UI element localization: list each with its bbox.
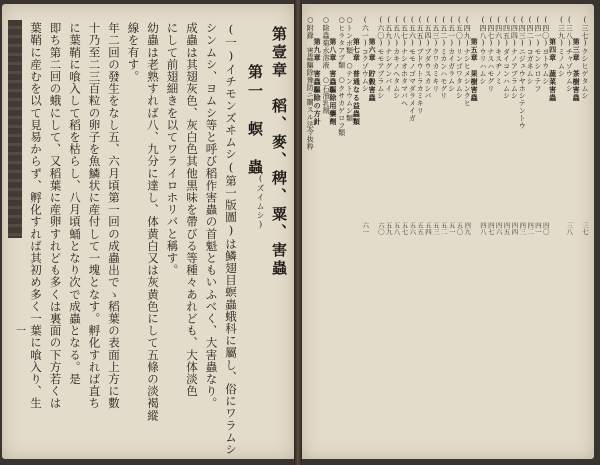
section-ruby: (ズイムシ) [256, 174, 265, 230]
toc-entry [440, 16, 447, 226]
toc-entry [393, 16, 400, 226]
toc-entry-label: (六一)コクゾウムシ [361, 16, 370, 92]
body-line: に葉鞘に喰入して稻を枯らし、八月頃蛹となり次で成蟲となる。是 [68, 22, 82, 385]
toc-page-number: 五五 [416, 222, 425, 235]
toc-chapter-heading [573, 38, 580, 248]
toc-entry-label: 第七章 普通なる益蟲類 [352, 38, 362, 126]
toc-entry [306, 16, 313, 226]
toc-page-number: 三八 [565, 222, 574, 235]
toc-entry-label: 第六章 貯穀害蟲 [368, 38, 378, 102]
toc-entry [526, 16, 533, 226]
toc-entry [400, 16, 407, 226]
toc-page-number: 四八 [478, 222, 487, 235]
toc-chapter-heading [550, 38, 557, 248]
chapter-title: 第壹章 稻、麥、稗、粟、害蟲 [270, 26, 288, 278]
toc-entry [479, 16, 486, 226]
toc-entry [448, 16, 455, 226]
toc-page-number: 五九 [384, 222, 393, 235]
toc-chapter-heading [369, 38, 376, 248]
toc-entry-label: (四一)モンシロテフ [533, 16, 542, 92]
toc-entry-label: (四六)キスヂノミ [494, 16, 503, 85]
toc-entry-label: (五四)ブダウスカシバ [424, 16, 432, 100]
body-line: 年二回の發生をなし五、六月頃第一回の成蟲出でゝ稻葉の表面上方に數 [107, 22, 121, 410]
toc-entry-label: (五二)ミカンハモグリ [439, 16, 448, 100]
toc-page-number: 四九 [463, 222, 472, 235]
book-gutter [294, 0, 302, 465]
toc-entry [518, 16, 525, 226]
toc-entry-label: ○附錄 害蟲驅除豫防ニ關スル法令抜粋 [306, 16, 315, 151]
toc-entry [424, 16, 431, 226]
toc-entry-label: 第四章 蔬菜害蟲 [548, 38, 558, 102]
toc-page-number: 四〇 [541, 222, 550, 235]
toc-entry [565, 16, 572, 226]
toc-page-number: 四二 [526, 222, 535, 235]
toc-page-number: 四六 [494, 222, 503, 235]
section-title: 第一 螟 蟲 [246, 64, 264, 178]
body-line: 成蟲は其翅灰色、灰白色其他黒味を帶びる等種々あれども、大体淡色 [185, 22, 199, 398]
body-line: 即ち第二回の蛾にして、又稻葉に産卵すれども多くは裏面の下方若くは [48, 22, 63, 410]
toc-entry-label: (四八)ウリハムシ [478, 16, 487, 85]
right-page [302, 4, 594, 459]
toc-chapter-heading [330, 38, 337, 248]
toc-entry-label: 第八章 害蟲驅除用藥劑 [328, 38, 338, 126]
toc-entry-label: 第九章 害蟲驅除の方針 [313, 38, 323, 126]
toc-entry-label: (五六)モモノゴマダラメイガ [408, 16, 417, 122]
toc-chapter-heading [471, 38, 478, 248]
toc-entry-label: ○トンボ類 ○テントウムシ類 [345, 16, 354, 122]
toc-entry-label: (五七)ナシオホタマバヘ [400, 16, 409, 107]
toc-entry-label: (五八)カキノヘタムシ [392, 16, 401, 100]
toc-entry [581, 16, 588, 226]
toc-page-number: 四七 [486, 222, 495, 235]
toc-entry-label: (五三)クワカミキリ [431, 16, 440, 92]
toc-page-number: 五二 [439, 222, 448, 235]
toc-entry-label: 第五章 果樹害蟲 [470, 38, 480, 102]
toc-entry-label: (五〇)リンゴワタムシ [455, 16, 464, 100]
toc-entry-label: (四七)ナスハモグリ [486, 16, 495, 92]
page-folio: 一 [16, 326, 26, 337]
toc-entry [361, 16, 368, 226]
body-line: (一)イチモンズヰムシ(第一版圖)は鱗翅目螟蟲蛾科に屬し、俗にワラムシ [224, 22, 238, 456]
toc-entry-label: (五五)ブドウトラカミキリ [416, 16, 425, 115]
toc-entry-label: ○ヒラタアブ類 ○クサカゲロフ類 [337, 16, 346, 137]
toc-entry-label: (六〇)モモアブラムシ [376, 16, 385, 100]
toc-page-number: 五八 [392, 222, 401, 235]
toc-page-number: 五四 [424, 222, 432, 235]
toc-page-number: 五一 [447, 222, 456, 235]
toc-page-number: 五七 [400, 222, 409, 235]
toc-entry [385, 16, 392, 226]
toc-entry [542, 16, 549, 226]
toc-entry-label: (三七)クシヒゲタムシ [581, 16, 589, 100]
body-line: 幼蟲は老熟すれば八、九分に達し、体黄白又は灰黄色にして五條の淡褐縱 [146, 22, 160, 422]
toc-page-number: 四四 [510, 222, 519, 235]
toc-entry-label: (四二)コガネムシ [526, 16, 535, 85]
body-line: にして前翅細きを以てワライロホリバと稱す。 [165, 22, 180, 277]
toc-page-number: 四五 [502, 222, 511, 235]
toc-entry-label: (四四)ナノアブラムシ [510, 16, 519, 100]
toc-page-number: 六〇 [376, 222, 385, 235]
toc-entry-label: (四五)ダイコンハムシ [502, 16, 511, 100]
toc-page-number: 六一 [361, 222, 370, 235]
toc-entry [346, 16, 353, 226]
toc-entry [416, 16, 423, 226]
toc-entry-label: (四〇)ヨトウムシ [541, 16, 550, 85]
toc-entry [503, 16, 510, 226]
toc-entry [557, 16, 564, 226]
body-line: 十乃至二三百粒の卵子を魚鱗状に産付して一塊となす。孵化すれば直ち [87, 22, 102, 410]
toc-page-number: 五〇 [455, 222, 464, 235]
toc-entry-label: ○除蟲菊水溶液 ○石油乳劑 [321, 16, 330, 115]
body-line: シンムシ、ヨムシ等と呼び稻作害蟲の首魁ともいふべく、大害蟲なり。 [204, 22, 219, 410]
toc-entry-label: (五一)カイガラムシ [447, 16, 456, 92]
toc-entry [495, 16, 502, 226]
toc-entry-label: (五九)ナシグンバイ [384, 16, 393, 92]
toc-entry-label: (四三)ニジュウヤホシテントウ [518, 16, 527, 129]
toc-entry [455, 16, 462, 226]
toc-entry [432, 16, 439, 226]
toc-chapter-heading [314, 38, 321, 248]
toc-page-number: 五三 [431, 222, 440, 235]
toc-entry-label: 第三章 茶樹害蟲 [572, 38, 582, 102]
toc-entry [322, 16, 329, 226]
right-page-dark-bar [8, 20, 22, 238]
toc-entry [338, 16, 345, 226]
toc-entry [487, 16, 494, 226]
toc-page-number: 三七 [581, 222, 589, 235]
toc-entry-label: (三八)チャゾウムシ [565, 16, 574, 92]
toc-entry [510, 16, 517, 226]
body-line: 葉鞘に産むを以て見易からず、孵化すれば其初め多く一葉に喰入り、生 [29, 22, 43, 410]
toc-entry [408, 16, 415, 226]
toc-page-number: 四一 [533, 222, 542, 235]
toc-entry [534, 16, 541, 226]
toc-entry-label: (三九)ミノムシ [557, 16, 566, 78]
toc-chapter-heading [353, 38, 360, 248]
body-line: 線を有す。 [126, 22, 141, 83]
toc-page-number: 五六 [408, 222, 417, 235]
toc-entry-label: (四九)ナシヒメシンクヒ [463, 16, 472, 107]
toc-entry [463, 16, 470, 226]
left-page [2, 4, 294, 459]
toc-page-number: 四三 [518, 222, 527, 235]
toc-entry [377, 16, 384, 226]
